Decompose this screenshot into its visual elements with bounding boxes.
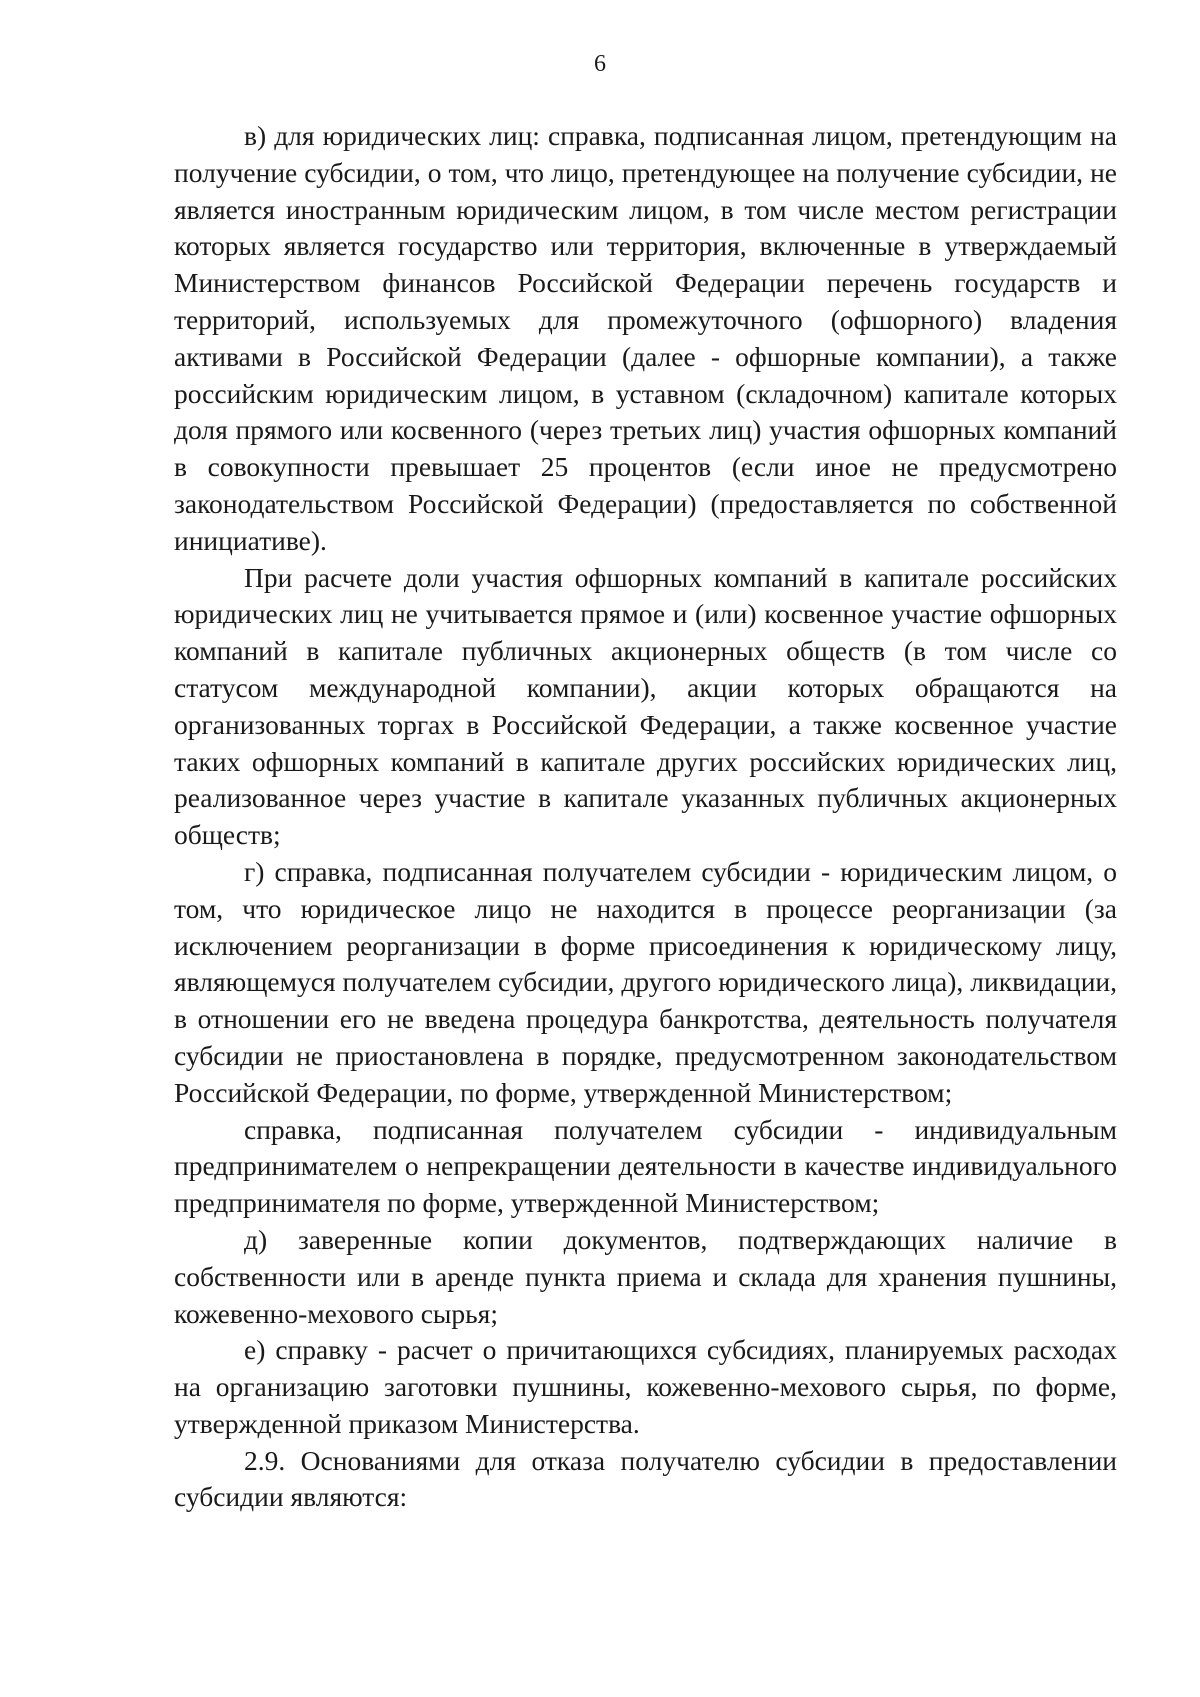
- paragraph-e-subsidy-calculation: е) справку - расчет о причитающихся субсидиях, планируемых расходах на организацию заготовки пушнины, кожевенно-мехового сырья, по форме, утвержденной приказом Министерства.: [174, 1334, 1117, 1439]
- paragraph-individual-entrepreneur-certificate: справка, подписанная получателем субсидии - индивидуальным предпринимателем о непрекращении деятельности в качестве индивидуального предпринимателя по форме, утвержденной Министерством;: [174, 1113, 1117, 1219]
- paragraph-d-certified-copies: д) заверенные копии документов, подтверждающих наличие в собственности или в аренде пункта приема и склада для хранения пушнины, кожевенно-мехового сырья;: [174, 1223, 1117, 1329]
- document-body: [174, 118, 1117, 1516]
- page-number: 6: [594, 51, 606, 77]
- paragraph-2-9-refusal-grounds: 2.9. Основаниями для отказа получателю субсидии в предоставлении субсидии являются:: [174, 1444, 1117, 1513]
- paragraph-offshore-share-calculation: При расчете доли участия офшорных компаний в капитале российских юридических лиц не учитывается прямое и (или) косвенное участие офшорных компаний в капитале публичных акционерных обществ (в том числе со статусом международной компании), акции которых обращаются на организованных торгах в Российской Федерации, а также косвенное участие таких офшорных компаний в капитале других российских юридических лиц, реализованное через участие в капитале указанных публичных акционерных обществ;: [174, 561, 1117, 851]
- paragraph-v-legal-entity-certificate: в) для юридических лиц: справка, подписанная лицом, претендующим на получение субсидии, о том, что лицо, претендующее на получение субсидии, не является иностранным юридическим лицом, в том числе местом регистрации которых является государство или территория, включенные в утверждаемый Министерством финансов Российской Федерации перечень государств и территорий, используемых для промежуточного (офшорного) владения активами в Российской Федерации (далее - офшорные компании), а также российским юридическим лицом, в уставном (складочном) капитале которых доля прямого или косвенного (через третьих лиц) участия офшорных компаний в совокупности превышает 25 процентов (если иное не предусмотрено законодательством Российской Федерации) (предоставляется по собственной инициативе).: [174, 120, 1117, 556]
- paragraph-g-reorganization-certificate: г) справка, подписанная получателем субсидии - юридическим лицом, о том, что юридическое лицо не находится в процессе реорганизации (за исключением реорганизации в форме присоединения к юридическому лицу, являющемуся получателем субсидии, другого юридического лица), ликвидации, в отношении его не введена процедура банкротства, деятельность получателя субсидии не приостановлена в порядке, предусмотренном законодательством Российской Федерации, по форме, утвержденной Министерством;: [174, 855, 1117, 1108]
